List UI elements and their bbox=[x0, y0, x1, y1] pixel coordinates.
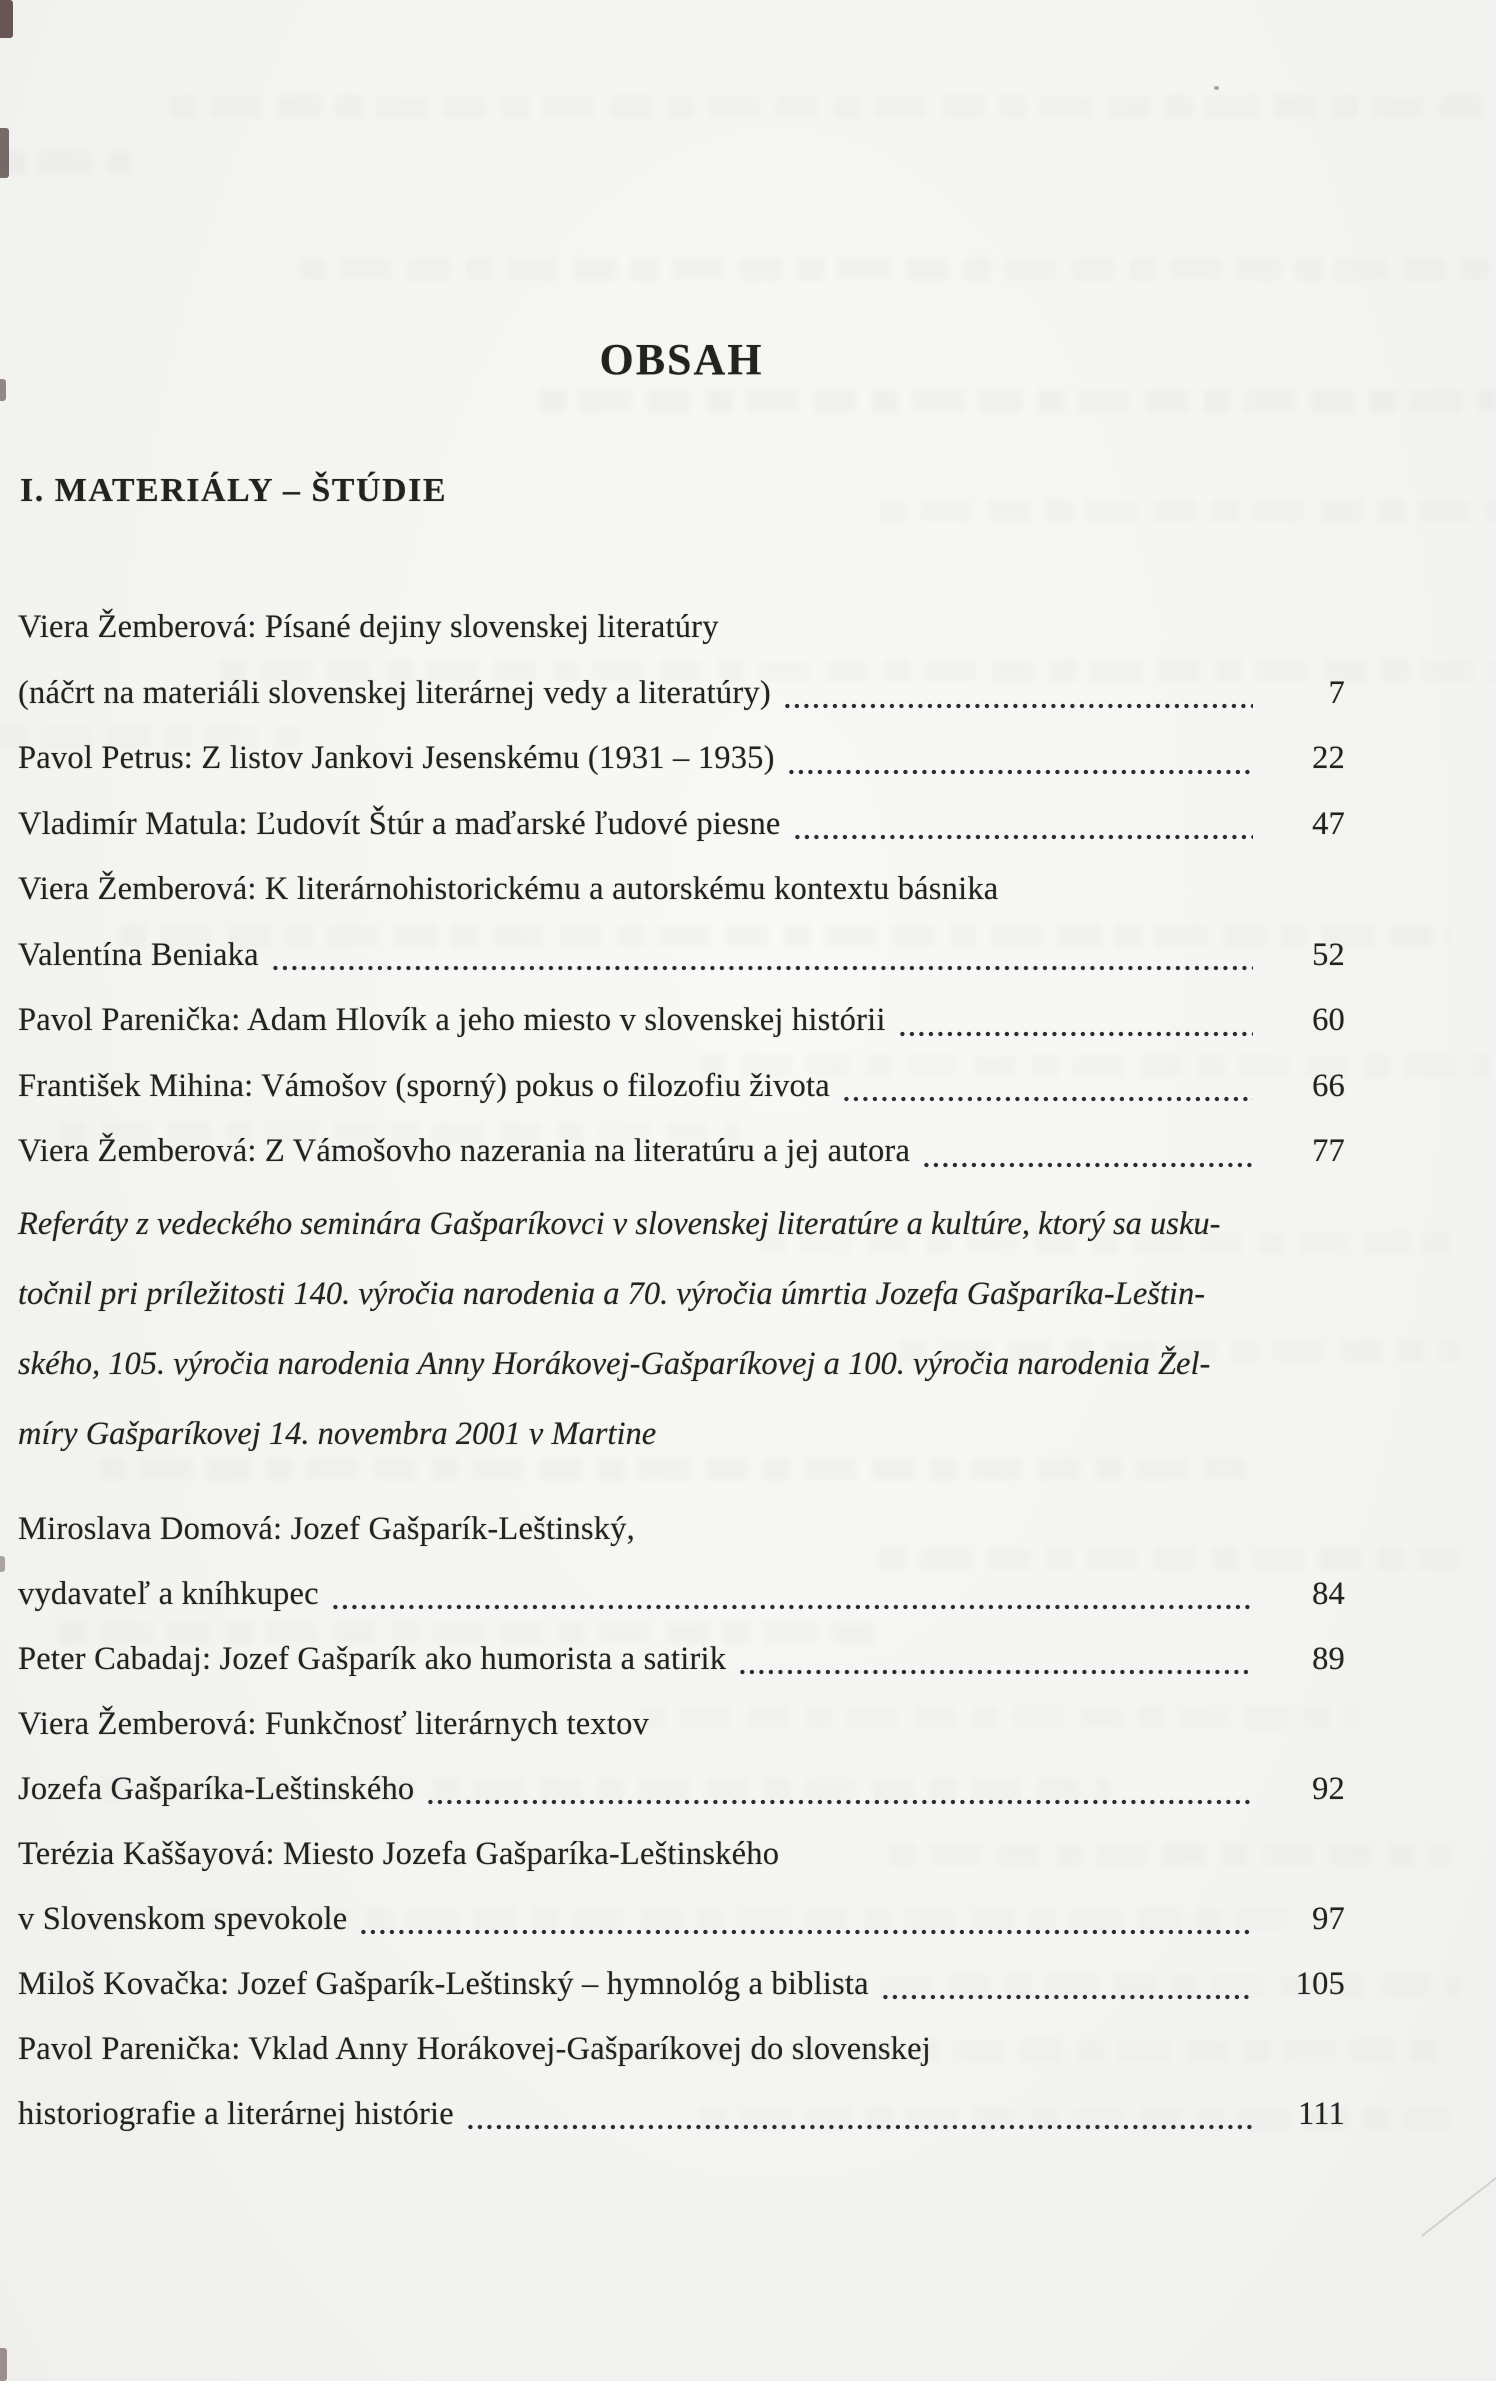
toc-entry-line bbox=[18, 1757, 1345, 1822]
bleed-through-artifact bbox=[880, 500, 1496, 522]
toc-entry-text: Miloš Kovačka: Jozef Gašparík-Leštinský – hymnológ a biblista bbox=[18, 1966, 869, 2002]
toc-entry-text: vydavateľ a kníhkupec bbox=[18, 1576, 319, 1612]
dot-leader bbox=[775, 726, 1271, 792]
toc-entry-line bbox=[18, 2082, 1345, 2147]
edge-mark bbox=[0, 1556, 5, 1572]
bleed-through-artifact bbox=[0, 152, 130, 174]
toc-page-number: 66 bbox=[1312, 1067, 1345, 1104]
dot-leader bbox=[869, 1952, 1271, 2017]
toc-entry-text: Viera Žemberová: Písané dejiny slovenskej literatúry bbox=[18, 609, 719, 645]
toc-entry-line bbox=[18, 792, 1345, 858]
bleed-through-artifact bbox=[300, 258, 1496, 280]
note-line: točnil pri príležitosti 140. výročia narodenia a 70. výročia úmrtia Jozefa Gašparíka-Leštin- bbox=[18, 1276, 1206, 1312]
toc-entry-line bbox=[18, 1822, 1345, 1887]
dot-leader bbox=[319, 1562, 1271, 1627]
toc-entry-text: v Slovenskom spevokole bbox=[18, 1901, 348, 1937]
dot-leader bbox=[781, 792, 1271, 858]
toc-entry-text: Viera Žemberová: Funkčnosť literárnych textov bbox=[18, 1706, 650, 1742]
dot-leader bbox=[910, 1119, 1271, 1185]
toc-page-number: 92 bbox=[1312, 1771, 1345, 1807]
toc-entry-line bbox=[18, 1952, 1345, 2017]
toc-entry-line bbox=[18, 1692, 1345, 1757]
toc-entry-text: Pavol Parenička: Adam Hlovík a jeho miesto v slovenskej histórii bbox=[18, 1002, 886, 1038]
toc-entry-line bbox=[18, 1119, 1345, 1185]
toc-page-number: 60 bbox=[1312, 1002, 1345, 1038]
toc-page-number: 111 bbox=[1298, 2096, 1345, 2132]
toc-page-number: 97 bbox=[1312, 1901, 1345, 1937]
dot-leader bbox=[830, 1054, 1271, 1120]
toc-entry-text: Jozefa Gašparíka-Leštinského bbox=[18, 1771, 415, 1807]
edge-mark bbox=[0, 2348, 7, 2381]
toc-entry-line bbox=[18, 1497, 1345, 1562]
toc-page-number: 47 bbox=[1312, 805, 1345, 842]
toc-entry-line bbox=[18, 857, 1345, 923]
toc-page-number: 89 bbox=[1312, 1641, 1345, 1677]
bleed-through-artifact bbox=[540, 390, 1496, 412]
page-title: OBSAH bbox=[599, 335, 764, 384]
seminar-note bbox=[18, 1189, 1345, 1469]
toc-block-gasparik-seminar bbox=[18, 1497, 1345, 2147]
toc-block-materialy-studie bbox=[18, 595, 1345, 1185]
dot-leader bbox=[259, 923, 1271, 989]
toc-page-number: 22 bbox=[1312, 740, 1345, 776]
toc-entry-line bbox=[18, 1562, 1345, 1627]
toc-entry-line bbox=[18, 661, 1345, 727]
toc-entry-text: Viera Žemberová: Z Vámošovho nazerania na literatúru a jej autora bbox=[18, 1133, 911, 1169]
toc-entry-text: František Mihina: Vámošov (sporný) pokus o filozofiu života bbox=[18, 1067, 830, 1104]
dot-leader bbox=[771, 661, 1271, 727]
note-line: míry Gašparíkovej 14. novembra 2001 v Martine bbox=[18, 1416, 657, 1452]
toc-entry-line bbox=[18, 1054, 1345, 1120]
dot-leader bbox=[886, 988, 1271, 1054]
toc-page-number: 7 bbox=[1328, 674, 1345, 711]
edge-mark bbox=[0, 379, 6, 401]
toc-entry-line bbox=[18, 1627, 1345, 1692]
dot-leader bbox=[414, 1757, 1271, 1822]
speck-artifact bbox=[1214, 86, 1219, 90]
dot-leader bbox=[347, 1887, 1271, 1952]
toc-entry-text: Miroslava Domová: Jozef Gašparík-Leštinský, bbox=[18, 1511, 635, 1547]
toc-entry-line bbox=[18, 988, 1345, 1054]
bleed-through-artifact bbox=[170, 96, 1496, 118]
scratch-artifact bbox=[1421, 2155, 1496, 2237]
edge-mark bbox=[0, 0, 13, 38]
toc-entry-text: Peter Cabadaj: Jozef Gašparík ako humorista a satirik bbox=[18, 1641, 727, 1677]
toc-page-number: 77 bbox=[1312, 1133, 1345, 1169]
note-line: ského, 105. výročia narodenia Anny Horákovej-Gašparíkovej a 100. výročia narodenia Žel- bbox=[18, 1346, 1211, 1382]
toc-page-number: 105 bbox=[1295, 1966, 1345, 2002]
edge-mark bbox=[0, 128, 9, 178]
section-heading: I. MATERIÁLY – ŠTÚDIE bbox=[20, 472, 447, 509]
note-line: Referáty z vedeckého seminára Gašparíkovci v slovenskej literatúre a kultúre, ktorý sa usku- bbox=[18, 1206, 1221, 1242]
toc-entry-line bbox=[18, 2017, 1345, 2082]
toc-entry-text: Pavol Parenička: Vklad Anny Horákovej-Gašparíkovej do slovenskej bbox=[18, 2031, 931, 2067]
dot-leader bbox=[726, 1627, 1271, 1692]
toc-entry-text: Viera Žemberová: K literárnohistorickému a autorskému kontextu básnika bbox=[18, 871, 999, 907]
toc-entry-line bbox=[18, 1887, 1345, 1952]
toc-page-number: 84 bbox=[1312, 1576, 1345, 1612]
toc-entry-line bbox=[18, 923, 1345, 989]
toc-page-number: 52 bbox=[1312, 936, 1345, 973]
toc-entry-line bbox=[18, 726, 1345, 792]
toc-entry-text: (náčrt na materiáli slovenskej literárnej vedy a literatúry) bbox=[18, 674, 771, 711]
toc-entry-text: Valentína Beniaka bbox=[18, 936, 259, 973]
toc-entry-line bbox=[18, 595, 1345, 661]
toc-entry-text: historiografie a literárnej histórie bbox=[18, 2096, 454, 2132]
toc-entry-text: Pavol Petrus: Z listov Jankovi Jesenskému (1931 – 1935) bbox=[18, 740, 775, 776]
toc-entry-text: Vladimír Matula: Ľudovít Štúr a maďarské ľudové piesne bbox=[18, 805, 781, 842]
toc-entry-text: Terézia Kaššayová: Miesto Jozefa Gašparíka-Leštinského bbox=[18, 1836, 780, 1872]
dot-leader bbox=[454, 2082, 1271, 2147]
